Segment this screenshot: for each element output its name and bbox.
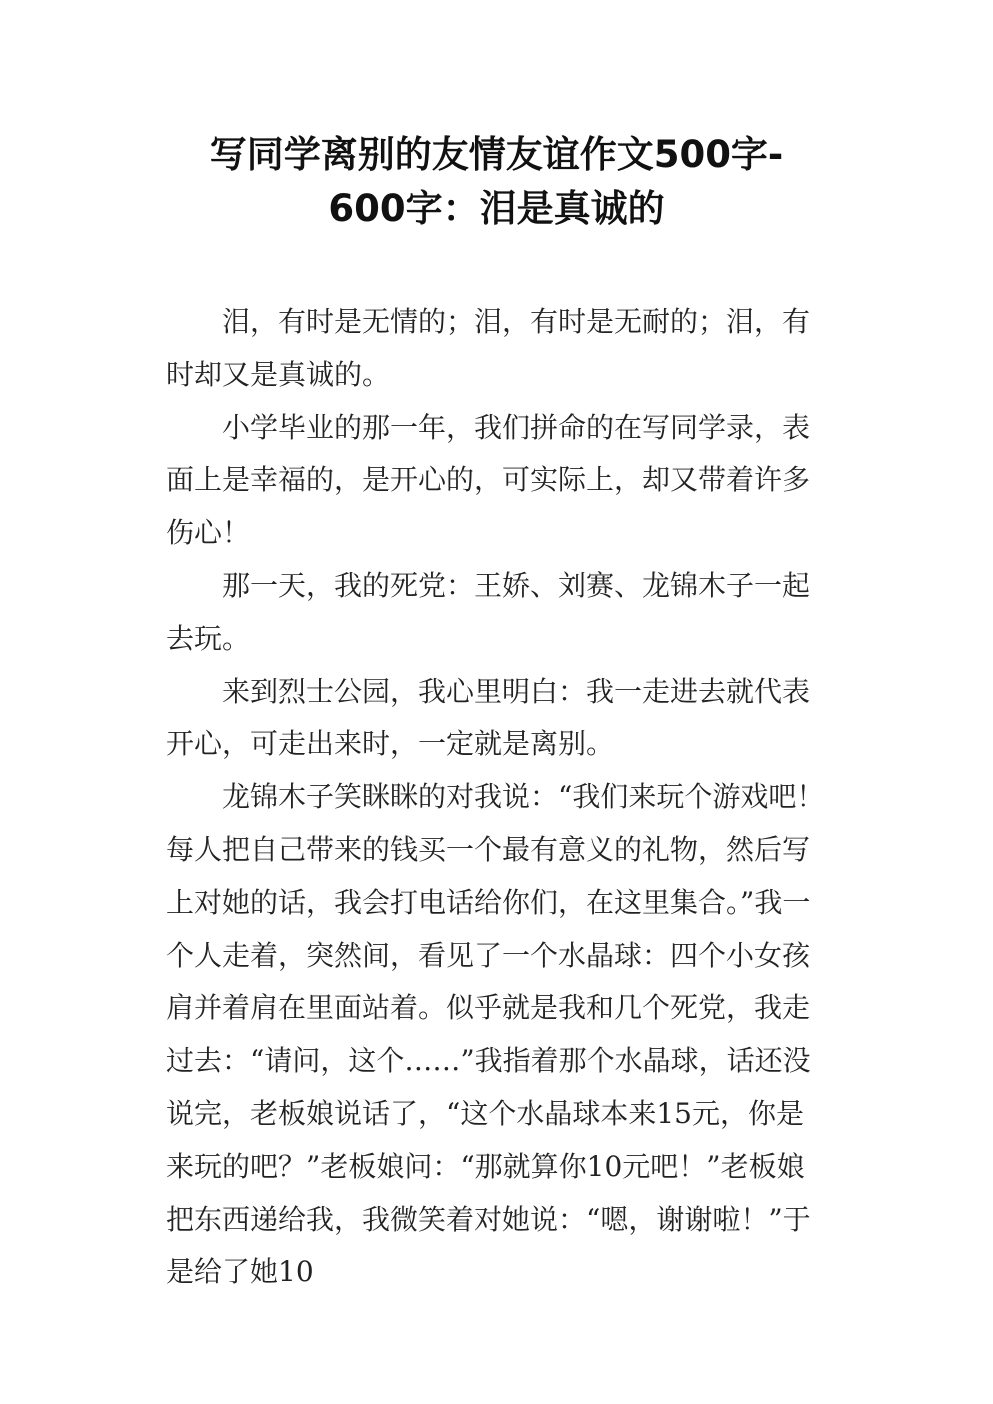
document-title: [120, 128, 873, 236]
paragraph-5: 龙锦木子笑眯眯的对我说：“我们来玩个游戏吧！每人把自己带来的钱买一个最有意义的礼物，然后写上对她的话，我会打电话给你们，在这里集合。”我一个人走着，突然间，看见了一个水晶球：四个小女孩肩并着肩在里面站着。似乎就是我和几个死党，我走过去：“请问，这个……”我指着那个水晶球，话还没说完，老板娘说话了，“这个水晶球本来15元，你是来玩的吧？”老板娘问：“那就算你10元吧！”老板娘把东西递给我，我微笑着对她说：“嗯，谢谢啦！”于是给了她10: [166, 780, 825, 1289]
article-body: [166, 296, 828, 1299]
paragraph-2: 小学毕业的那一年，我们拼命的在写同学录，表面上是幸福的，是开心的，可实际上，却又带着许多伤心！: [166, 410, 811, 550]
title-line-1: 写同学离别的友情友谊作文500字-: [209, 133, 784, 176]
paragraph-1: 泪，有时是无情的；泪，有时是无耐的；泪，有时却又是真诚的。: [166, 305, 811, 391]
title-line-2: 600字：泪是真诚的: [328, 187, 665, 230]
paragraph-4: 来到烈士公园，我心里明白：我一走进去就代表开心，可走出来时，一定就是离别。: [166, 674, 811, 761]
paragraph-3: 那一天，我的死党：王娇、刘赛、龙锦木子一起去玩。: [166, 568, 811, 655]
